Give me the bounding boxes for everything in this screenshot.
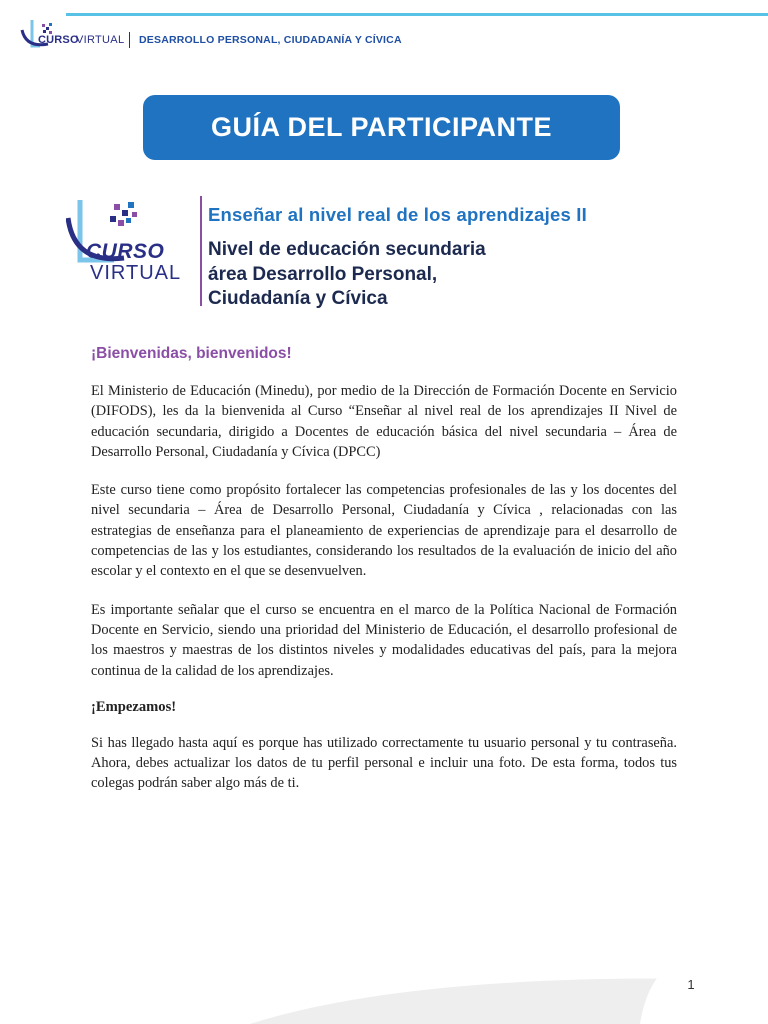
course-level-line: Ciudadanía y Cívica (208, 288, 388, 309)
body-paragraph: Es importante señalar que el curso se encuentra en el marco de la Política Nacional de Formación Docente en Servicio, siendo una prioridad del Ministerio de Educación, el desarrollo profesional de los maestros y maestras de los distintos niveles y modalidades educativas del país, para la mejora continua de la calidad de los aprendizajes. (91, 601, 677, 679)
course-info (66, 190, 706, 320)
footer-wave-decoration (0, 940, 768, 1024)
page-number: 1 (687, 977, 695, 992)
course-logo (66, 196, 196, 282)
page-header (18, 18, 738, 58)
course-separator (200, 196, 202, 306)
header-logo-word-curso: CURSO (38, 34, 79, 46)
course-level-line: Nivel de educación secundaria (208, 239, 486, 260)
title-banner (143, 95, 620, 160)
course-logo-word-curso: CURSO (86, 240, 165, 263)
header-logo (18, 18, 128, 54)
course-level (208, 238, 608, 312)
body-paragraph: El Ministerio de Educación (Minedu), por medio de la Dirección de Formación Docente en Servicio (DIFODS), les da la bienvenida al Curso “Enseñar al nivel real de los aprendizajes II Nivel de educación secundaria, dirigido a Docentes de educación básica del nivel secundaria – Área de Desarrollo Personal, Ciudadanía y Cívica (DPCC) (91, 383, 677, 460)
welcome-heading: ¡Bienvenidas, bienvenidos! (91, 345, 292, 362)
start-heading: ¡Empezamos! (91, 698, 177, 715)
closing-paragraph: Si has llegado hasta aquí es porque has utilizado correctamente tu usuario personal y tu contraseña. Ahora, debes actualizar los datos de tu perfil personal e incluir una foto. De esta forma, todos tus colegas podrán saber algo más de ti. (91, 734, 677, 792)
header-separator (129, 32, 130, 48)
page-title: GUÍA DEL PARTICIPANTE (210, 112, 552, 142)
course-subtitle: Enseñar al nivel real de los aprendizajes II (208, 204, 587, 225)
body-content (91, 345, 677, 812)
header-course-name: DESARROLLO PERSONAL, CIUDADANÍA Y CÍVICA (139, 34, 402, 46)
header-logo-word-virtual: VIRTUAL (76, 34, 125, 46)
course-level-line: área Desarrollo Personal, (208, 263, 438, 285)
top-divider-line (66, 13, 768, 16)
course-logo-word-virtual: VIRTUAL (90, 262, 182, 284)
body-paragraph: Este curso tiene como propósito fortalecer las competencias profesionales de las y los docentes del nivel secundaria – Área de Desarrollo Personal, Ciudadanía y Cívica , relacionadas con las estrategias de enseñanza para el planeamiento de experiencias de aprendizaje para el desarrollo de competencias de las y los estudiantes, considerando los resultados de la evaluación de inicio del año escolar y el contexto en el que se desenvuelven. (91, 482, 677, 580)
